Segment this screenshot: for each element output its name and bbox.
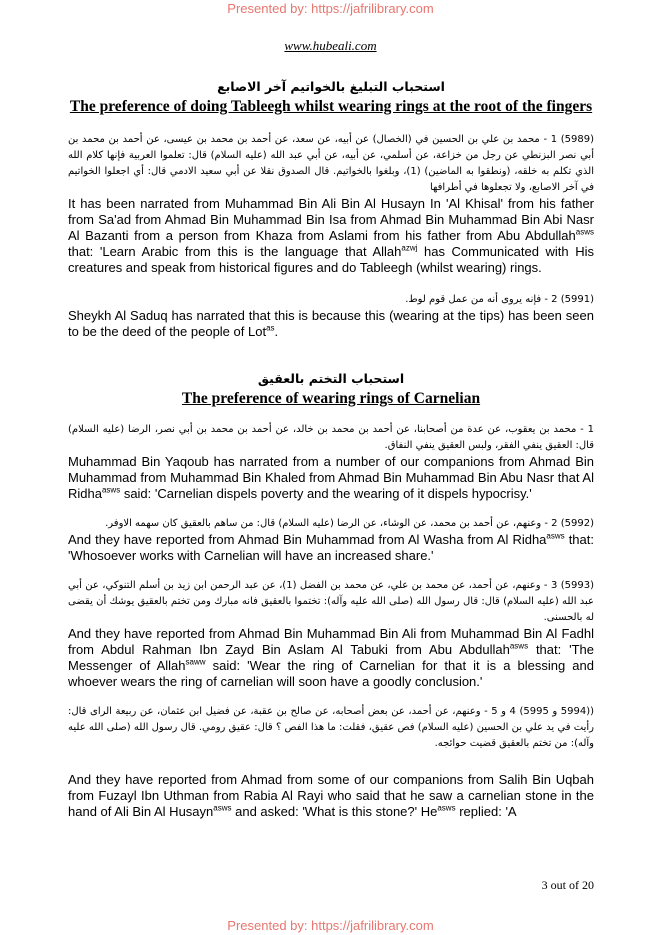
top-banner: Presented by: https://jafrilibrary.com — [227, 1, 434, 16]
section-2-entry-1-ar: 1 - محمد بن يعقوب، عن عدة من أصحابنا، عن أحمد بن محمد بن خالد، عن أحمد بن محمد بن أبي نصر، الرضا (عليه السلام) قال: العقيق ينفي الفقر، ولبس العقيق ينفي النفاق. — [68, 424, 594, 451]
section-2-entry-2-ar: (5992) 2 - وعنهم، عن أحمد بن محمد، عن الوشاء، عن الرضا (عليه السلام) قال: من ساهم بالعقيق كان سهمه الاوفر. — [105, 518, 594, 529]
page-content — [68, 74, 594, 820]
section-1-entry-2-ar: (5991) 2 - فإنه يروى أنه من عمل قوم لوط. — [405, 294, 594, 305]
section-1-entry-2-en: Sheykh Al Saduq has narrated that this is because this (wearing at the tips) has been seen to be the deed of the people of Lot$^{as}$. — [68, 308, 594, 339]
section-2-entry-2-en: And they have reported from Ahmad Bin Muhammad from Al Washa from Al Ridha$^{asws}$ that: 'Whosoever works with Carnelian will have an increased share.' — [68, 531, 594, 563]
site-link[interactable]: www.hubeali.com — [284, 38, 377, 53]
section-2-entry-1-en: Muhammad Bin Yaqoub has narrated from a number of our companions from Ahmad Bin Muhammad from Muhammad Bin Khaled from Ahmad Bin Muhammad Bin Abu Nasr that Al Ridha$^{asws}$ said: 'Carnelian dispels poverty and the wearing of it dispels hypocrisy.' — [68, 454, 594, 501]
section-2-entry-4-en: And they have reported from Ahmad from some of our companions from Salih Bin Uqbah from Fuzayl Ibn Uthman from Rabia Al Rayi who said that he saw a carnelian stone in the hand of Ali Bin Al Husayn$^{asws}$ and asked: 'What is this stone?' $He^{asws}$ replied: 'A — [68, 772, 594, 819]
page-number: 3 out of 20 — [541, 878, 594, 892]
bottom-banner: Presented by: https://jafrilibrary.com — [227, 918, 434, 933]
section-1-title-ar: استحباب التبليغ بالخواتيم آخر الاصابع — [217, 79, 445, 94]
section-2-entry-4-ar: ((5994 و 5995) 4 و 5 - وعنهم، عن أحمد، عن بعض أصحابه، عن صالح بن عقبة، عن فضيل ابن عثمان، عن ربيعة الراى قال: رأيت في يد علي بن الحسين (عليه السلام) فص عقيق، فقلت: ما هذا الفص ؟ قال: عقيق رومي. قال رسول الله (صلى الله عليه وآله): من تختم بالعقيق قضيت حوائجه. — [68, 706, 594, 749]
section-1-entry-1-ar: (5989) 1 - محمد بن علي بن الحسين في (الخصال) عن أبيه، عن سعد، عن أحمد بن محمد بن عيسى، عن أحمد بن محمد بن أبي نصر البزنطي عن رجل من خزاعة، عن أسلمي، عن أبيه، عن أبي عبد الله (عليه السلام) قال: تعلموا العربية فإنها كلام الله الذي تكلم به خلقه، (ونطقوا به الماضين) (1)، وبلغوا بالخواتيم. قال الصدوق نقلا عن أبي سعيد الادمي قال: أي اجعلوا الخواتيم في آخر الاصابع، ولا تجعلوها في أطرافها — [68, 134, 594, 193]
section-2-entry-3-ar: (5993) 3 - وعنهم، عن أحمد، عن محمد بن علي، عن محمد بن الفضل (1)، عن عبد الرحمن ابن زيد بن أسلم التنوكي، عن أبي عبد الله (عليه السلام) قال: قال رسول الله (صلى الله عليه وآله): تختموا بالعقيق فانه مبارك ومن تختم بالعقيق يوشك أن يقضى له بالحسنى. — [68, 580, 594, 623]
section-2-title-ar: استحباب التختم بالعقيق — [257, 371, 405, 386]
section-2-title-en: The preference of wearing rings of Carnelian — [181, 390, 481, 407]
section-1-title-en: The preference of doing Tableegh whilst wearing rings at the root of the fingers — [69, 98, 593, 115]
section-1-entry-1-en: It has been narrated from Muhammad Bin Ali Bin Al Husayn In 'Al Khisal' from his father from Sa'ad from Ahmad Bin Muhammad Bin Isa from Ahmad Bin Muhammad Bin Abi Nasr Al Bazanti from a person from Khaza from Aslami from his father from Abu Abdullah$^{asws}$ that: 'Learn Arabic from this is the language that Allah$^{azwj}$ has Communicated with His creatures and speak from historical figures and do Tableegh (whilst wearing) rings. — [68, 196, 594, 275]
section-2-entry-3-en: And they have reported from Ahmad Bin Muhammad Bin Ali from Muhammad Bin Al Fadhl from Abdul Rahman Ibn Zayd Bin Aslam Al Tabuki from Abu Abdullah$^{asws}$ that: 'The Messenger of Allah$^{saww}$ said: 'Wear the ring of Carnelian for that it is a blessing and whoever wears the ring of carnelian will soon have a goodly conclusion.' — [68, 626, 594, 689]
